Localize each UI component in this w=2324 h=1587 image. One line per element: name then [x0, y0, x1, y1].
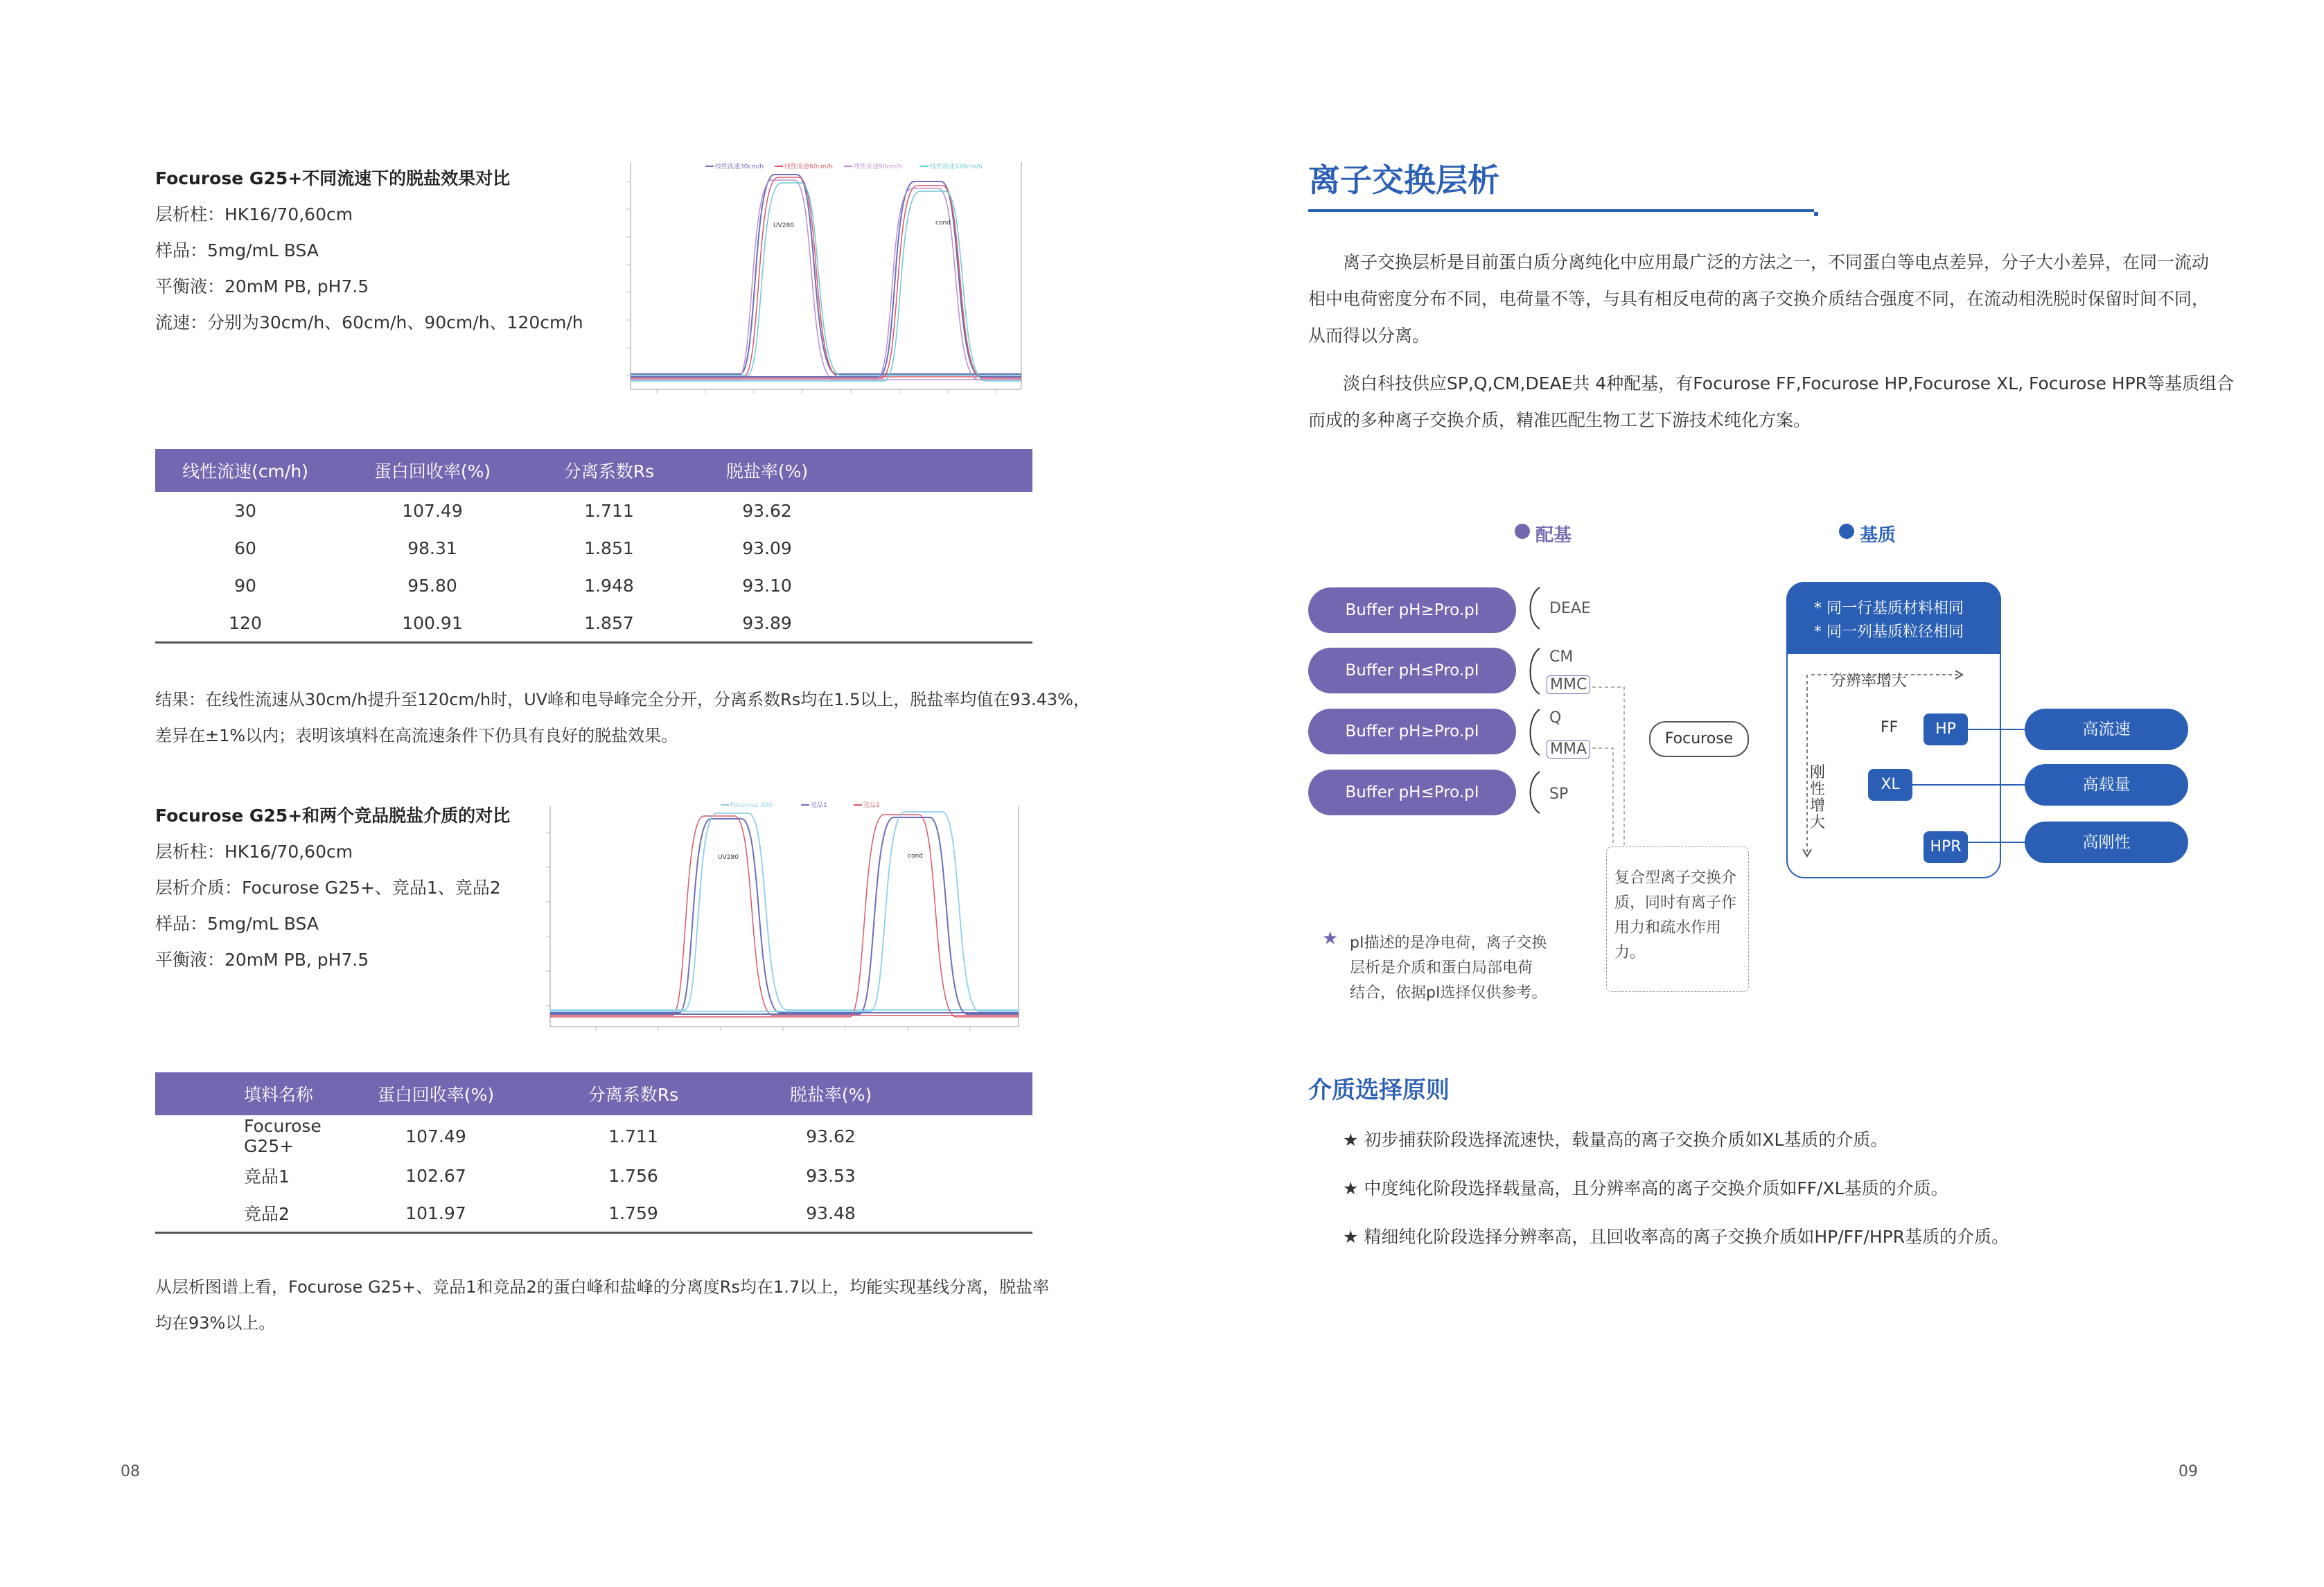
section2-line: 层析柱：HK16/70,60cm — [155, 842, 353, 862]
chart2-peak-uv: UV280 — [718, 854, 739, 861]
buffer-pill: Buffer pH≥Pro.pI — [1308, 587, 1516, 633]
table-header: 填料名称 — [155, 1072, 342, 1115]
comparison-table — [155, 1072, 1032, 1234]
section2-title: Focurose G25+和两个竞品脱盐介质的对比 — [155, 806, 511, 826]
table-header-row — [155, 1072, 1032, 1115]
table-cell: 95.80 — [407, 575, 457, 596]
table-row — [155, 1194, 1032, 1233]
intro-paragraph — [1308, 244, 2235, 438]
table-cell: 120 — [155, 604, 335, 643]
section2-line: 平衡液：20mM PB, pH7.5 — [155, 950, 369, 970]
focurose-node: Focurose — [1649, 721, 1749, 757]
principle-item: ★ 精细纯化阶段选择分辨率高，且回收率高的离子交换介质如HP/FF/HPR基质的介质。 — [1343, 1227, 2009, 1247]
table-header: 蛋白回收率(%) — [342, 1072, 529, 1115]
intro-line: 相中电荷密度分布不同，电荷量不等，与具有相反电荷的离子交换介质结合强度不同，在流动相洗脱时保留时间不同， — [1308, 289, 2210, 309]
feature-high-flow: 高流速 — [2025, 709, 2188, 750]
intro-line: 离子交换层析是目前蛋白质分离纯化中应用最广泛的方法之一，不同蛋白等电点差异，分子大小差异，在同一流动 — [1343, 252, 2210, 272]
ligand-q: Q — [1549, 709, 1562, 727]
table-header: 脱盐率(%) — [737, 1072, 924, 1115]
table-cell: 98.31 — [407, 538, 457, 558]
table-cell: 1.711 — [608, 1126, 658, 1146]
ligand-deae: DEAE — [1549, 600, 1591, 617]
table-cell: 90 — [234, 575, 256, 596]
principle-item: ★ 初步捕获阶段选择流速快，载量高的离子交换介质如XL基质的介质。 — [1343, 1130, 1888, 1150]
result-text-1: 结果：在线性流速从30cm/h提升至120cm/h时，UV峰和电导峰完全分开，分离系数Rs均在1.5以上，脱盐率均值在93.43%， — [155, 690, 1090, 709]
matrix-box-notes: * 同一行基质材料相同 * 同一列基质粒径相同 — [1814, 600, 1964, 641]
feature-high-rigidity: 高刚性 — [2025, 822, 2188, 863]
ligand-cm: CM — [1549, 648, 1574, 666]
matrix-hp: HP — [1924, 713, 1968, 745]
table-cell: 93.89 — [689, 604, 845, 643]
ligand-mmc: MMC — [1547, 675, 1590, 694]
table-row — [155, 604, 1032, 643]
table-cell: 93.53 — [806, 1165, 856, 1186]
intro-line: 而成的多种离子交换介质，精准匹配生物工艺下游技术纯化方案。 — [1308, 410, 1811, 430]
ligand-sp: SP — [1549, 786, 1569, 803]
star-icon: ★ — [1322, 928, 1339, 949]
feature-connectors — [1912, 720, 2037, 859]
chart1-legend-0: 线性流速30cm/h — [715, 163, 764, 170]
page-title: 离子交换层析 — [1308, 161, 1499, 199]
matrix-xl: XL — [1868, 769, 1912, 801]
buffer-pill: Buffer pH≥Pro.pI — [1308, 709, 1516, 754]
table-cell: Focurose G25+ — [244, 1116, 322, 1156]
table-header: 蛋白回收率(%) — [335, 449, 529, 492]
table-cell: 107.49 — [402, 500, 463, 521]
table-row — [155, 1157, 1032, 1194]
section1-line: 平衡液：20mM PB, pH7.5 — [155, 276, 369, 296]
chart1-legend-2: 线性流速90cm/h — [854, 163, 902, 170]
principle-item: ★ 中度纯化阶段选择载量高，且分辨率高的离子交换介质如FF/XL基质的介质。 — [1343, 1178, 1948, 1198]
table-row — [155, 492, 1032, 529]
resolution-label: 分辨率增大 — [1831, 673, 1908, 690]
mixed-mode-note: 复合型离子交换介 质，同时有离子作 用力和疏水作用 力。 — [1614, 869, 1737, 961]
chromatogram-chart-2 — [534, 798, 1039, 1042]
table-header: 分离系数Rs — [529, 1072, 737, 1115]
title-underline-cap — [1814, 212, 1818, 216]
table-cell: 101.97 — [342, 1194, 529, 1233]
section1-line: 样品：5mg/mL BSA — [155, 240, 319, 260]
chart1-peak-cond: cond — [935, 220, 951, 227]
ligand-header: 配基 — [1535, 525, 1572, 546]
table-cell: 竞品1 — [244, 1167, 290, 1187]
section1-line: 层析柱：HK16/70,60cm — [155, 204, 353, 224]
section1-title: Focurose G25+不同流速下的脱盐效果对比 — [155, 168, 511, 188]
table-header: 分离系数Rs — [529, 449, 689, 492]
table-cell: 1.711 — [584, 500, 634, 521]
result-text-2: 均在93%以上。 — [155, 1313, 276, 1333]
table-row — [155, 567, 1032, 604]
section2-line: 层析介质：Focurose G25+、竞品1、竞品2 — [155, 878, 501, 898]
table-cell: 1.948 — [584, 575, 634, 596]
chart2-legend-1: 竞品1 — [811, 802, 827, 809]
chromatogram-chart-1 — [615, 154, 1037, 400]
table-cell: 竞品2 — [155, 1194, 342, 1233]
chart1-legend-1: 线性流速60cm/h — [784, 163, 833, 170]
intro-line: 淡白科技供应SP,Q,CM,DEAE共 4种配基，有Focurose FF,Focurose HP,Focurose XL, Focurose HPR等基质组合 — [1343, 373, 2235, 393]
table-header: 脱盐率(%) — [689, 449, 845, 492]
result-text-1: 差异在±1%以内；表明该填料在高流速条件下仍具有良好的脱盐效果。 — [155, 726, 678, 745]
flow-rate-table — [155, 449, 1032, 644]
table-cell: 1.851 — [584, 538, 634, 558]
table-cell: 1.857 — [529, 604, 689, 643]
section2-line: 样品：5mg/mL BSA — [155, 914, 319, 934]
table-cell: 1.759 — [529, 1194, 737, 1233]
matrix-ff: FF — [1881, 719, 1899, 736]
chart2-legend-0: Focurose 300 — [730, 802, 773, 809]
chart2-legend-2: 竞品2 — [863, 802, 880, 809]
principles-title: 介质选择原则 — [1308, 1076, 1450, 1104]
table-cell: 93.62 — [806, 1126, 856, 1146]
buffer-pill: Buffer pH≤Pro.pI — [1308, 648, 1516, 693]
table-row — [155, 529, 1032, 567]
table-cell: 60 — [234, 538, 256, 558]
chart1-peak-uv: UV280 — [773, 222, 794, 229]
table-cell: 93.09 — [742, 538, 792, 558]
table-cell: 100.91 — [335, 604, 529, 643]
table-header: 线性流速(cm/h) — [155, 449, 335, 492]
section1-line: 流速：分别为30cm/h、60cm/h、90cm/h、120cm/h — [155, 312, 583, 333]
feature-high-capacity: 高载量 — [2025, 764, 2188, 806]
table-row — [155, 1115, 1032, 1157]
table-header-row — [155, 449, 1032, 492]
table-cell: 107.49 — [405, 1126, 466, 1146]
table-cell: 93.62 — [742, 500, 792, 521]
table-cell: 1.756 — [608, 1165, 658, 1186]
table-cell: 30 — [234, 500, 256, 521]
table-cell: 102.67 — [405, 1165, 466, 1186]
chart2-peak-cond: cond — [908, 853, 923, 860]
chart1-legend-3: 线性流速120cm/h — [930, 163, 983, 170]
ligand-mma: MMA — [1547, 740, 1590, 759]
table-cell: 93.10 — [742, 575, 792, 596]
page-number-left: 08 — [121, 1463, 140, 1480]
table-cell: 93.48 — [737, 1194, 924, 1233]
buffer-pill: Buffer pH≤Pro.pI — [1308, 770, 1516, 815]
result-text-2: 从层析图谱上看，Focurose G25+、竞品1和竞品2的蛋白峰和盐峰的分离度Rs均在1.7以上，均能实现基线分离，脱盐率 — [155, 1277, 1050, 1297]
pi-note: pI描述的是净电荷，离子交换 层析是介质和蛋白局部电荷 结合，依据pI选择仅供参考。 — [1350, 934, 1547, 1002]
page-number-right: 09 — [2178, 1463, 2198, 1480]
intro-line: 从而得以分离。 — [1308, 326, 1430, 346]
ligand-dot-icon — [1515, 524, 1530, 539]
matrix-hpr: HPR — [1924, 831, 1968, 863]
matrix-dot-icon — [1839, 524, 1854, 539]
title-underline — [1308, 209, 1814, 212]
matrix-header: 基质 — [1860, 525, 1896, 546]
rigidity-label: 刚 性 增 大 — [1810, 764, 1826, 831]
